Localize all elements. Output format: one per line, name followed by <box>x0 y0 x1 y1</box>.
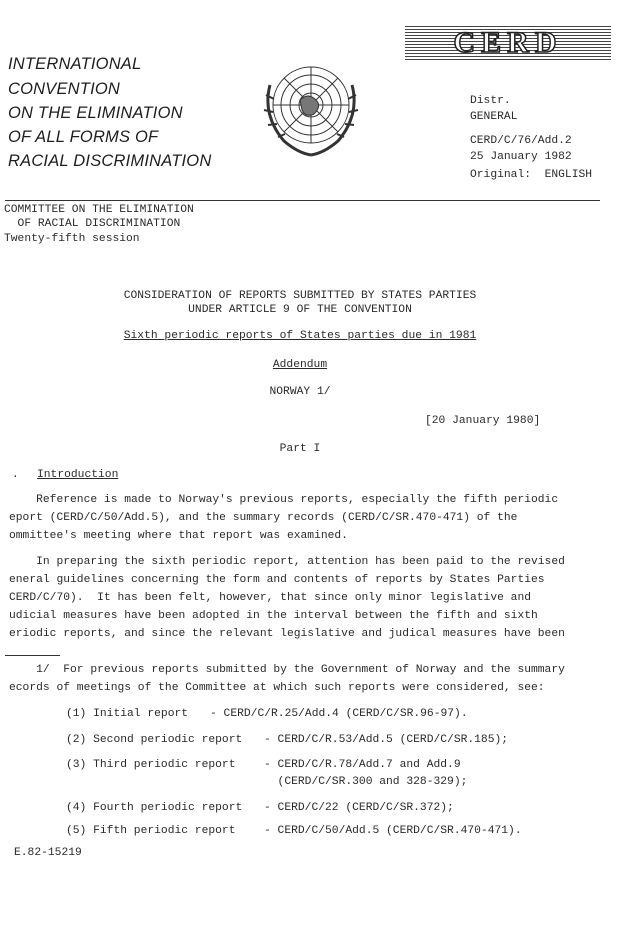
document-symbol: CERD/C/76/Add.2 <box>470 135 572 147</box>
un-emblem-icon <box>258 55 364 163</box>
document-title: CONSIDERATION OF REPORTS SUBMITTED BY STATES PARTIES <box>123 290 477 302</box>
convention-title-line: RACIAL DISCRIMINATION <box>8 152 212 170</box>
document-title: UNDER ARTICLE 9 OF THE CONVENTION <box>188 304 412 316</box>
footnote-item-ref: - CERD/C/50/Add.5 (CERD/C/SR.470-471). <box>264 825 522 837</box>
original-language: Original: ENGLISH <box>470 169 593 181</box>
committee-name: COMMITTEE ON THE ELIMINATION <box>4 204 194 216</box>
session: Twenty-fifth session <box>4 233 140 245</box>
paragraph-line: eport (CERD/C/50/Add.5), and the summary records (CERD/C/SR.470-471) of the <box>9 512 518 524</box>
convention-title-line: ON THE ELIMINATION <box>8 104 183 122</box>
footnote-line: 1/ For previous reports submitted by the Government of Norway and the summary <box>9 664 565 676</box>
footnote-item-ref: (CERD/C/SR.300 and 328-329); <box>264 776 468 788</box>
paragraph-line: Reference is made to Norway's previous reports, especially the fifth periodic <box>9 494 559 506</box>
footnote-item-label: (1) Initial report <box>66 708 189 720</box>
paragraph-line: CERD/C/70). It has been felt, however, that since only minor legislative and <box>9 592 532 604</box>
footnote-line: ecords of meetings of the Committee at which such reports were considered, see: <box>9 682 545 694</box>
cerd-logo <box>405 26 611 60</box>
distribution-type: GENERAL <box>470 111 518 123</box>
paragraph-line: eriodic reports, and since the relevant legislative and judical measures have been <box>9 628 565 640</box>
section-heading: Introduction <box>37 469 119 481</box>
footnote-item-label: (3) Third periodic report <box>66 759 236 771</box>
distribution-label: Distr. <box>470 95 511 107</box>
document-date: 25 January 1982 <box>470 151 572 163</box>
convention-title-line: CONVENTION <box>8 80 121 98</box>
footnote-item-label: (5) Fifth periodic report <box>66 825 236 837</box>
footnote-item-ref: - CERD/C/R.25/Add.4 (CERD/C/SR.96-97). <box>210 708 468 720</box>
convention-title-line: OF ALL FORMS OF <box>8 128 159 146</box>
addendum-label: Addendum <box>272 359 328 371</box>
document-subtitle: Sixth periodic reports of States parties due in 1981 <box>123 330 477 342</box>
footnote-item-ref: - CERD/C/R.78/Add.7 and Add.9 <box>264 759 461 771</box>
committee-name: OF RACIAL DISCRIMINATION <box>4 218 181 230</box>
paragraph-line: ommittee's meeting where that report was examined. <box>9 530 348 542</box>
convention-title-line: INTERNATIONAL <box>8 55 142 73</box>
paragraph-line: udicial measures have been adopted in the interval between the fifth and sixth <box>9 610 538 622</box>
part-label: Part I <box>279 443 321 455</box>
section-marker: . <box>12 469 19 481</box>
document-number: E.82-15219 <box>14 847 82 859</box>
footnote-divider <box>5 655 60 656</box>
footnote-item-ref: - CERD/C/22 (CERD/C/SR.372); <box>264 802 454 814</box>
footnote-item-label: (2) Second periodic report <box>66 734 243 746</box>
footnote-item-label: (4) Fourth periodic report <box>66 802 243 814</box>
header-divider <box>5 200 600 201</box>
paragraph-line: In preparing the sixth periodic report, attention has been paid to the revised <box>9 556 565 568</box>
paragraph-line: eneral guidelines concerning the form and contents of reports by States Parties <box>9 574 545 586</box>
country: NORWAY 1/ <box>269 386 331 398</box>
footnote-item-ref: - CERD/C/R.53/Add.5 (CERD/C/SR.185); <box>264 734 509 746</box>
report-date: [20 January 1980] <box>425 415 541 427</box>
cerd-logo-text: CERD <box>453 26 563 59</box>
